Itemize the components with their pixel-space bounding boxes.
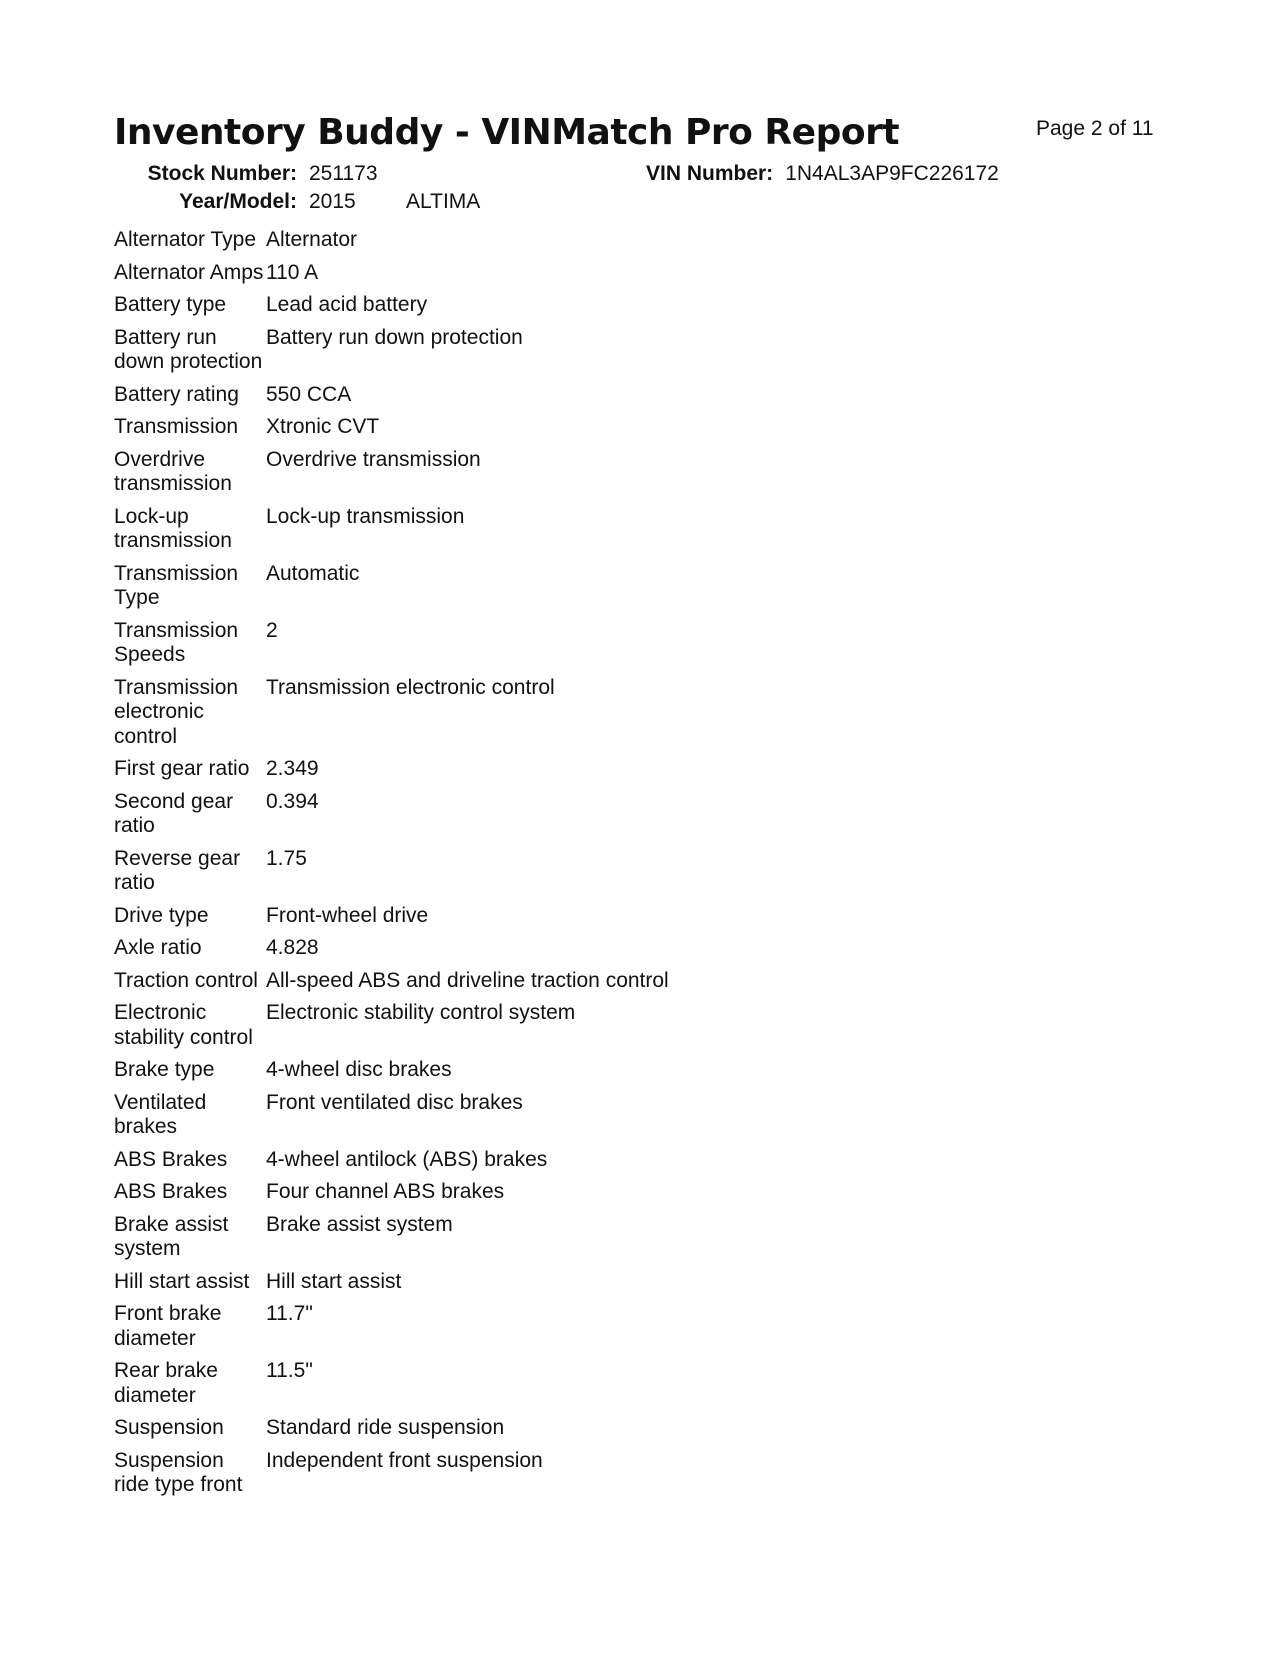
spec-value: Battery run down protection xyxy=(266,325,523,349)
spec-row xyxy=(114,1091,814,1148)
spec-row xyxy=(114,936,814,969)
page-number: Page 2 of 11 xyxy=(1036,117,1154,140)
spec-value: Alternator xyxy=(266,228,358,251)
spec-row xyxy=(114,1359,814,1416)
spec-row xyxy=(114,383,814,416)
spec-row xyxy=(114,1180,814,1213)
spec-label: Alternator Type xyxy=(114,228,257,251)
spec-label: Drive type xyxy=(114,903,209,927)
spec-row xyxy=(114,448,814,505)
spec-value: 11.7" xyxy=(266,1302,313,1325)
vin-number-value: 1N4AL3AP9FC226172 xyxy=(785,162,999,185)
model-value: ALTIMA xyxy=(406,190,481,213)
vin-number-line xyxy=(646,162,999,186)
spec-label: Alternator Amps xyxy=(114,260,264,284)
spec-value: Automatic xyxy=(266,561,360,585)
spec-label: Axle ratio xyxy=(114,936,202,959)
spec-row xyxy=(114,847,814,904)
year-model-label: Year/Model: xyxy=(179,190,297,213)
spec-row xyxy=(114,505,814,562)
spec-label: Hill start assist xyxy=(114,1269,250,1293)
spec-row xyxy=(114,904,814,937)
spec-row xyxy=(114,676,814,758)
spec-row xyxy=(114,1001,814,1058)
spec-row xyxy=(114,1213,814,1270)
year-value: 2015 xyxy=(309,190,356,213)
spec-label: Battery type xyxy=(114,293,227,316)
spec-label: Battery run down protection xyxy=(114,325,263,373)
spec-value: Brake assist system xyxy=(266,1212,453,1236)
spec-row xyxy=(114,757,814,790)
spec-label: Ventilated brakes xyxy=(114,1090,207,1138)
spec-value: 0.394 xyxy=(266,789,319,813)
spec-value: All-speed ABS and driveline traction control xyxy=(266,968,669,992)
spec-row xyxy=(114,326,814,383)
spec-row xyxy=(114,1449,814,1506)
spec-row xyxy=(114,293,814,326)
spec-label: ABS Brakes xyxy=(114,1180,228,1203)
spec-row xyxy=(114,1270,814,1303)
spec-value: 2 xyxy=(266,618,278,642)
spec-value: Standard ride suspension xyxy=(266,1416,505,1439)
spec-value: Lock-up transmission xyxy=(266,504,465,528)
spec-value: Four channel ABS brakes xyxy=(266,1180,505,1203)
spec-value: Front-wheel drive xyxy=(266,903,429,927)
spec-row xyxy=(114,1148,814,1181)
spec-label: Lock-up transmission xyxy=(114,504,232,552)
spec-value: Front ventilated disc brakes xyxy=(266,1090,523,1114)
spec-value: Overdrive transmission xyxy=(266,447,481,471)
spec-value: 4-wheel disc brakes xyxy=(266,1058,452,1081)
spec-label: Brake assist system xyxy=(114,1212,229,1260)
spec-row xyxy=(114,1416,814,1449)
spec-label: Traction control xyxy=(114,968,258,992)
spec-value: 4-wheel antilock (ABS) brakes xyxy=(266,1147,548,1171)
spec-label: Suspension xyxy=(114,1416,224,1439)
spec-value: 2.349 xyxy=(266,757,319,780)
spec-row xyxy=(114,1302,814,1359)
stock-number-line xyxy=(114,162,378,186)
spec-label: Front brake diameter xyxy=(114,1302,222,1350)
vin-number-label: VIN Number: xyxy=(646,162,774,185)
spec-value: Xtronic CVT xyxy=(266,415,380,438)
spec-row xyxy=(114,619,814,676)
spec-label: Transmission Speeds xyxy=(114,618,239,666)
spec-value: 550 CCA xyxy=(266,382,352,406)
report-title: Inventory Buddy - VINMatch Pro Report xyxy=(114,112,900,153)
spec-label: First gear ratio xyxy=(114,757,250,780)
spec-label: Transmission xyxy=(114,415,239,438)
spec-value: Hill start assist xyxy=(266,1269,402,1293)
spec-value: Electronic stability control system xyxy=(266,1001,576,1024)
spec-row xyxy=(114,415,814,448)
spec-value: Transmission electronic control xyxy=(266,675,555,699)
spec-label: Battery rating xyxy=(114,382,239,406)
spec-value: 1.75 xyxy=(266,846,307,870)
spec-label: Rear brake diameter xyxy=(114,1359,218,1407)
spec-value: 4.828 xyxy=(266,936,319,959)
spec-label: Electronic stability control xyxy=(114,1001,253,1049)
spec-row xyxy=(114,562,814,619)
spec-row xyxy=(114,228,814,261)
spec-label: Second gear ratio xyxy=(114,789,234,837)
spec-row xyxy=(114,790,814,847)
spec-label: ABS Brakes xyxy=(114,1147,228,1171)
spec-label: Reverse gear ratio xyxy=(114,846,241,894)
spec-value: 110 A xyxy=(266,260,319,284)
spec-label: Transmission electronic control xyxy=(114,675,239,748)
spec-row xyxy=(114,261,814,294)
spec-table xyxy=(114,228,814,1506)
spec-value: 11.5" xyxy=(266,1359,313,1382)
spec-label: Brake type xyxy=(114,1058,215,1081)
spec-row xyxy=(114,969,814,1002)
stock-number-value: 251173 xyxy=(309,162,378,185)
spec-label: Transmission Type xyxy=(114,561,239,609)
spec-label: Suspension ride type front xyxy=(114,1448,243,1496)
spec-value: Lead acid battery xyxy=(266,293,428,316)
spec-row xyxy=(114,1058,814,1091)
year-model-line xyxy=(114,190,481,214)
spec-label: Overdrive transmission xyxy=(114,447,232,495)
spec-value: Independent front suspension xyxy=(266,1448,543,1472)
stock-number-label: Stock Number: xyxy=(147,162,297,185)
